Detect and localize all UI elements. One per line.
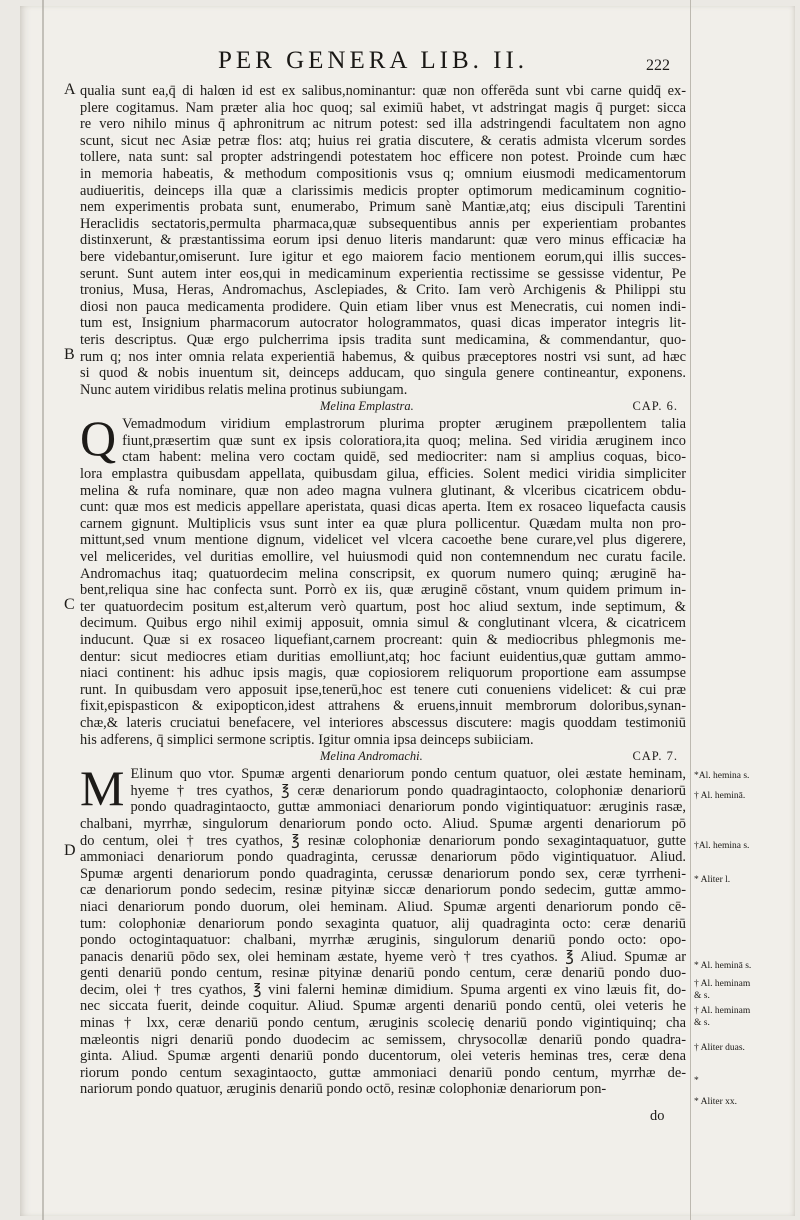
margin-letter-b: B xyxy=(64,346,75,363)
text-line: pondo octogintaquatuor: chalbani, myrrhæ æruginis, singulorum denariū pondo octo: opo- xyxy=(80,932,686,949)
text-line: Heraclidis sectatoris,permulta pharmaca,quæ subsequentibus annis per experientiam probantes xyxy=(80,215,686,232)
text-line: audiueritis, deinceps illa quæ a clarissimis medicis propter optimorum medicaminum cognitio- xyxy=(80,182,686,199)
side-note: *Al. hemina s. xyxy=(694,771,750,781)
text-line: hyeme † tres cyathos, ℥ ceræ denariorum pondo quadragintaocto, colophoniæ denariorū xyxy=(130,782,686,799)
running-head: PER GENERA LIB. II. xyxy=(218,47,529,74)
text-line: lora emplastra quibusdam appellata, quibusdam gilua, efficies. Solent medici viridia simpliciter xyxy=(80,466,686,483)
text-line: runt. In quibusdam vero apposuit ipse,tenerū,hoc est tenere cuti conueniens videlicet: & cui præ xyxy=(80,681,686,698)
text-line: teris descriptus. Quæ ergo pulcherrima ipsis tradita sunt medicamina, & commendantur, quo- xyxy=(80,331,686,348)
text-line: qualia sunt ea,q̄ di halœn id est ex salibus,nominantur: quæ non offerēda sunt vbi carne quidq̄ ex- xyxy=(80,83,686,99)
chapter-heading-6 xyxy=(80,398,686,416)
text-line: Andromachus itaq; quatuordecim melina conscripsit, ex quorum numero quinq; æruginē ha- xyxy=(80,565,686,582)
text-line: carnem gignunt. Multiplicis vsus sunt inter ea quæ plura pollicentur. Quædam multa non pro- xyxy=(80,515,686,532)
text-line: nem experimentis probata sunt, enumerabo, Primum sanè Mantiæ,atq; eius discipuli Tarentini xyxy=(80,199,686,216)
dropcap-m: M xyxy=(80,760,125,817)
text-line: scunt, sicut nec Asiæ petræ flos: atq; huius rei gratia discutere, & ceratis admista vlcerum sordes xyxy=(80,132,686,149)
margin-rule xyxy=(690,0,691,1220)
text-line: bere videbantur,omiserunt. Iure igitur et ego maiorem facio mentionem eorum,qui illis succes- xyxy=(80,248,686,265)
chapter-heading-7 xyxy=(80,748,686,766)
text-line: tollere, nata sunt: sal propter adstringendi potestatem hoc efficere non potest. Proinde cum hæc xyxy=(80,149,686,166)
text-line: niaci continent: his adhuc ipsis magis, quæ copiosiorem reliquorum proportione eam assumpse xyxy=(80,665,686,682)
side-note: * Al. heminā s. xyxy=(694,961,752,971)
text-line: decimum. Quibus ergo nihil eximij apposuit, omnia simul & conglutinant vlcera, & cicatricem xyxy=(80,615,686,632)
text-line: cunt: quæ mos est medicis appellare aperistata, quasi dicas aperta. Item ex rosaceo liquefacta causis xyxy=(80,499,686,516)
text-line: distinxerunt, & præstantissima eorum ipsi denuo literis mandarunt: quæ vero minus efficaciæ ha xyxy=(80,232,686,249)
text-line: re vero nihilo minus q̄ aphronitrum ac nitrum potest: sed illa adstringendi facultatem non agno xyxy=(80,116,686,133)
text-line: ginta. Aliud. Spumæ argenti denariū pondo ducentorum, olei veteris heminas tres, ceræ dena xyxy=(80,1048,686,1065)
text-line: vel melicerides, vel duritias emollire, vel huiusmodi quid non contemnendum nec curatu facile. xyxy=(80,549,686,566)
gutter-shadow xyxy=(42,0,44,1220)
text-line: dentur: sicut mediocres etiam duritias emolliunt,atq; hoc faciunt euidentius,quæ guttam ammo- xyxy=(80,648,686,665)
text-line: niaci denariorum pondo duorum, olei heminam. Aliud. Spumæ argenti denariorum pondo cē- xyxy=(80,898,686,915)
text-line: riorum pondo centum sexagintaocto, guttæ ammoniaci denariū pondo centum, myrrhæ de- xyxy=(80,1064,686,1081)
text-line: serunt. Sunt autem inter eos,qui in medicaminum experientia rectissime se gessisse videntur, Pe xyxy=(80,265,686,282)
text-line: Elinum quo vtor. Spumæ argenti denariorum pondo centum quatuor, olei æstate heminam, xyxy=(130,766,686,783)
chapter-subtitle: Melina Emplastra. xyxy=(320,399,414,414)
text-line: nec siccata fuerit, deinde coquitur. Aliud. Spumæ argenti denariū pondo centū, olei veteris he xyxy=(80,998,686,1015)
side-note: † Al. heminam xyxy=(694,979,751,989)
text-line: minas † lxx, ceræ denariū pondo centum, æruginis scolecię denariū pondo vigintiquinq; cha xyxy=(80,1015,686,1032)
chapter-subtitle: Melina Andromachi. xyxy=(320,749,423,764)
text-line: fiunt,præsertim quæ sunt ex ipsis coloratiora,ita quoq; melina. Sed viridia æruginem inco xyxy=(122,432,686,449)
paragraph-melina xyxy=(80,410,686,748)
text-line: cæ denariorum pondo sedecim, resinæ pityinæ siccæ denariorum pondo sedecim, guttæ ammo- xyxy=(80,882,686,899)
text-line: inducunt. Quæ si ex rosaceo liquefiant,carnem procreant: quin & mediocribus phlegmonis me- xyxy=(80,632,686,648)
text-line: ammoniaci denariorum pondo quadraginta, cerussæ denariorum pōdo vigintiquatuor. Aliud. xyxy=(80,849,686,866)
side-note: † Al. heminā. xyxy=(694,791,746,801)
text-line: melina & rufa nominare, quæ non adeo magna vulnera glutinant, & vlceribus cicatricem obdu- xyxy=(80,482,686,499)
side-note: & s. xyxy=(694,1018,710,1028)
text-line: rum q; nos inter omnia relata experientiā habemus, & quibus præceptores nostri vsi sunt, ad hæc xyxy=(80,348,686,365)
text-line: his adferens, q̄ simplici sermone scriptis. Igitur omnia ipsa deinceps subiiciam. xyxy=(80,731,534,748)
folio-number: 222 xyxy=(646,57,670,74)
side-note: * Aliter xx. xyxy=(694,1097,738,1107)
text-line: Nunc autem viridibus relatis melina protinus subiungam. xyxy=(80,381,408,398)
text-line: nariorum pondo quatuor, æruginis denariū pondo octō, resinæ colophoniæ denariorum pon- xyxy=(80,1081,607,1098)
margin-letter-c: C xyxy=(64,596,75,613)
text-line: bent,reliqua sine hac confecta sunt. Porrò ex iis, quæ æruginē cōstant, vnum quidem primum in- xyxy=(80,582,686,599)
text-line: fixit,epispasticon & exipopticon,idest attrahens & eruens,innuit membrorum doloribus,synan- xyxy=(80,698,686,715)
text-line: tum est, Insignium pharmacorum autocrator hologrammatos, quasi dicas imperator integris lit- xyxy=(80,315,686,332)
side-note: †Al. hemina s. xyxy=(694,841,750,851)
text-line: ter quatuordecim positum est,alterum verò quartum, post hoc aliud sextum, inde septimum, & xyxy=(80,598,686,615)
catchword: do xyxy=(650,1108,665,1124)
side-note: * xyxy=(694,1076,699,1086)
margin-letter-a: A xyxy=(64,81,76,98)
text-line: do centum, olei † tres cyathos, ℥ resinæ colophoniæ denariorum pondo sexagintaquatuor, gutte xyxy=(80,832,686,849)
text-line: mittunt,sed vnum mentione dignum, videlicet vel vlcera cacoethe bene curare,vel plus digerere, xyxy=(80,532,686,549)
text-line: chæ,& lateris cruciatui benefacere, vel interiores abscessus discutere: magis quoddam testimoniū xyxy=(80,714,686,731)
text-line: pondo quadragintaocto, guttæ ammoniaci denariorum pondo vigintiquatuor: æruginis rasæ, xyxy=(130,799,686,816)
text-line: decim, olei † tres cyathos, ℥ vini falerni heminæ dimidium. Spuma argenti ex vino læuis fit, do- xyxy=(80,981,686,998)
margin-letter-d: D xyxy=(64,842,76,859)
side-note: † Aliter duas. xyxy=(694,1043,745,1053)
chapter-number: CAP. 6. xyxy=(632,399,678,414)
dropcap-q: Q xyxy=(80,410,117,467)
text-line: in memoria habeatis, & methodum compositionis vsus q; omnium eiusmodi medicamentorum xyxy=(80,165,686,182)
side-note: † Al. heminam xyxy=(694,1006,751,1016)
text-line: diosi non pauca medicamenta prodidere. Quin etiam liber vnus est Menecratis, cui nomen indi- xyxy=(80,298,686,315)
text-line: panacis denariū pōdo sex, olei heminam æstate, hyeme verò † tres cyathos. ℥ Aliud. Spumæ ar xyxy=(80,948,686,965)
text-line: tronius, Musa, Heras, Andromachus, Asclepiades, & Crito. Iam verò Archigenis & Philippi stu xyxy=(80,282,686,299)
text-line: plere cogitamus. Nam præter alia hoc quoq; sal eximiū habet, vt adstringat magis q̄ purget: sicca xyxy=(80,99,686,116)
text-line: genti denariū pondo centum, resinæ pityinæ denariū pondo centum, ceræ denariū pondo duo- xyxy=(80,965,686,982)
side-note: & s. xyxy=(694,991,710,1001)
paragraph-andromachi xyxy=(80,760,686,1098)
paragraph-intro xyxy=(80,83,686,398)
text-line: chalbani, myrrhæ, singulorum denariorum pondo octo. Aliud. Spumæ argenti denariorum pō xyxy=(80,815,686,832)
text-line: si quod & nobis inuentum sit, deinceps adducam, quo singula genere contineantur, exponens. xyxy=(80,365,686,382)
page-header xyxy=(0,47,800,83)
text-line: Vemadmodum viridium emplastrorum plurima propter æruginem præpollentem talia xyxy=(122,416,686,433)
text-line: mæleontis nigri denariū pondo duodecim ac semissem, chrysocollæ denariū pondo quadra- xyxy=(80,1031,686,1048)
text-line: tum: colophoniæ denariorum pondo sexaginta quatuor, alij quadraginta octo: ceræ denariū xyxy=(80,915,686,932)
side-note: * Aliter l. xyxy=(694,875,731,885)
text-line: ctam habent: melina vero coctam quidē, sed mediocriter: nam si amplius coquas, bico- xyxy=(122,449,686,466)
chapter-number: CAP. 7. xyxy=(632,749,678,764)
text-line: Spumæ argenti denariorum pondo quadraginta, cerussæ denariorum pondo sex, ceræ tyrrheni- xyxy=(80,865,686,882)
main-text xyxy=(80,83,686,1098)
